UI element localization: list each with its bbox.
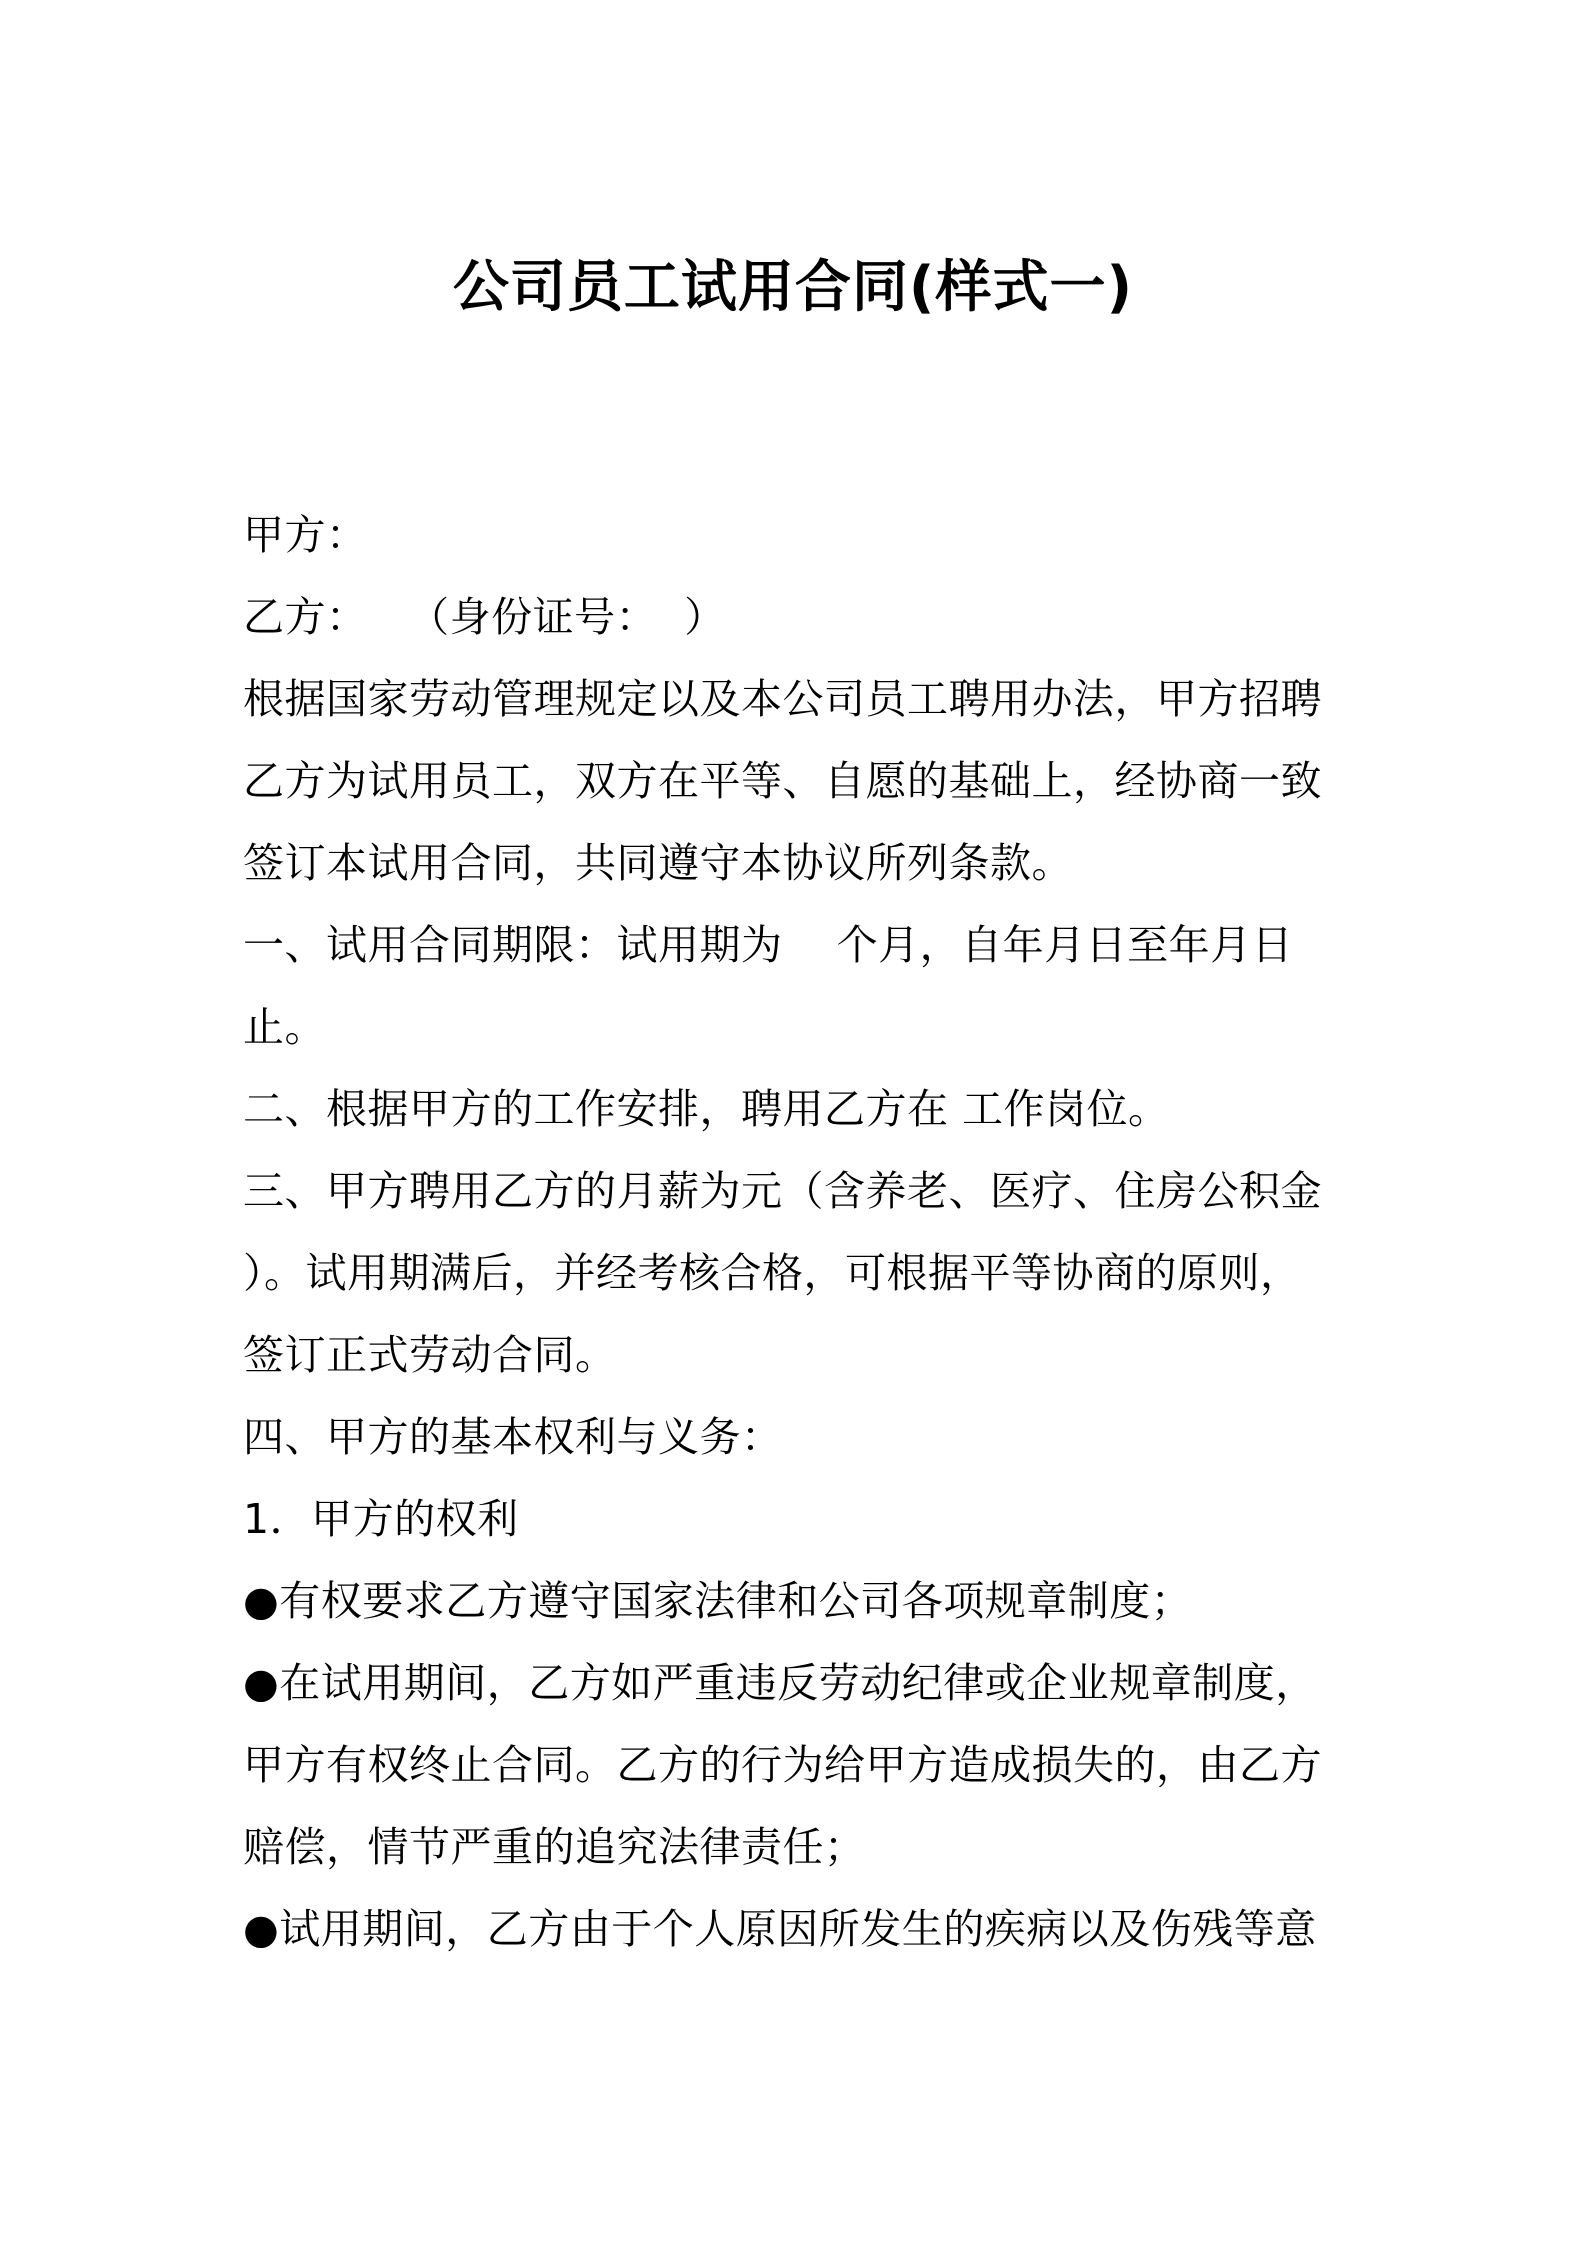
party-b-line: 乙方： （身份证号： ） (243, 593, 726, 641)
paragraph-line: 乙方为试用员工，双方在平等、自愿的基础上，经协商一致 (243, 757, 1322, 805)
clause-2-line: 二、根据甲方的工作安排，聘用乙方在 工作岗位。 (243, 1085, 1170, 1133)
clause-1-line: 一、试用合同期限：试用期为 个月，自年月日至年月日 (243, 921, 1294, 969)
clause-3-line: ）。试用期满后，并经考核合格，可根据平等协商的原则， (243, 1249, 1302, 1297)
clause-3-line: 三、甲方聘用乙方的月薪为元（含养老、医疗、住房公积金 (243, 1167, 1322, 1215)
paragraph-line: 签订本试用合同，共同遵守本协议所列条款。 (243, 839, 1073, 887)
bullet-item: ●在试用期间，乙方如严重违反劳动纪律或企业规章制度， (243, 1659, 1317, 1707)
bullet-item: ●试用期间，乙方由于个人原因所发生的疾病以及伤残等意 (243, 1905, 1317, 1953)
clause-1-line: 止。 (243, 1003, 326, 1051)
paragraph-line: 根据国家劳动管理规定以及本公司员工聘用办法，甲方招聘 (243, 675, 1322, 723)
clause-3-line: 签订正式劳动合同。 (243, 1331, 617, 1379)
clause-4-heading: 四、甲方的基本权利与义务： (243, 1413, 783, 1461)
bullet-item-continuation: 甲方有权终止合同。乙方的行为给甲方造成损失的，由乙方 (243, 1741, 1322, 1789)
bullet-item: ●有权要求乙方遵守国家法律和公司各项规章制度； (243, 1577, 1193, 1625)
document-title: 公司员工试用合同(样式一) (452, 255, 1134, 320)
party-a-line: 甲方： (243, 511, 368, 559)
document-body (243, 494, 1363, 1970)
subsection-heading: 1．甲方的权利 (243, 1495, 519, 1543)
bullet-item-continuation: 赔偿，情节严重的追究法律责任； (243, 1823, 866, 1871)
